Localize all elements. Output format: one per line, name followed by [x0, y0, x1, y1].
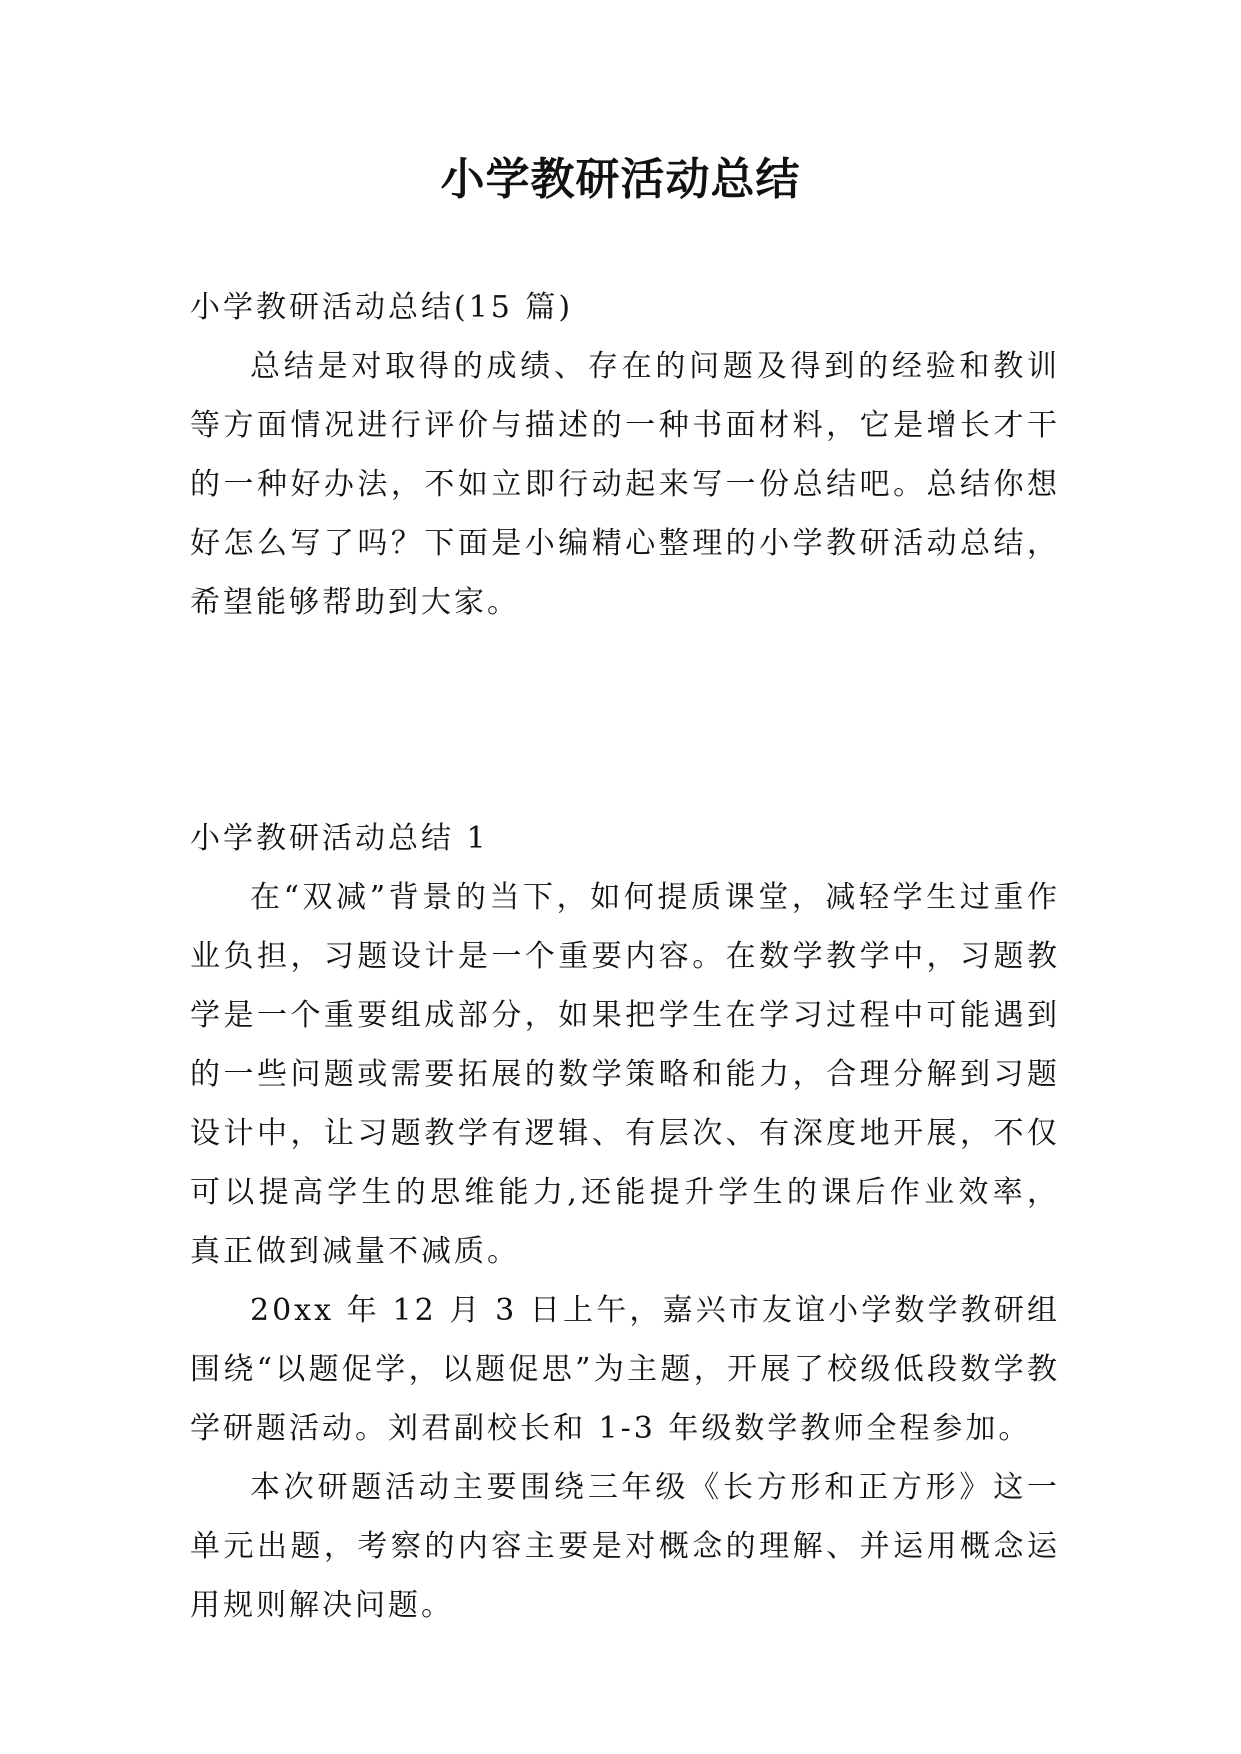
section-1-paragraph-1: 在“双减”背景的当下，如何提质课堂，减轻学生过重作业负担，习题设计是一个重要内容。在数学教学中，习题教学是一个重要组成部分，如果把学生在学习过程中可能遇到的一些问题或需要拓展的数学策略和能力，合理分解到习题设计中，让习题教学有逻辑、有层次、有深度地开展，不仅可以提高学生的思维能力,还能提升学生的课后作业效率，真正做到减量不减质。 — [190, 880, 1060, 1269]
intro-heading: 小学教研活动总结(15 篇) — [190, 290, 574, 325]
document-body — [190, 278, 1060, 1635]
intro-paragraph: 总结是对取得的成绩、存在的问题及得到的经验和教训等方面情况进行评价与描述的一种书面材料，它是增长才干的一种好办法，不如立即行动起来写一份总结吧。总结你想好怎么写了吗？下面是小编精心整理的小学教研活动总结，希望能够帮助到大家。 — [190, 349, 1060, 620]
section-1-paragraph-3: 本次研题活动主要围绕三年级《长方形和正方形》这一单元出题，考察的内容主要是对概念的理解、并运用概念运用规则解决问题。 — [190, 1470, 1060, 1623]
section-1-paragraph-2: 20xx 年 12 月 3 日上午，嘉兴市友谊小学数学教研组围绕“以题促学，以题促思”为主题，开展了校级低段数学教学研题活动。刘君副校长和 1-3 年级数学教师全程参加。 — [190, 1293, 1060, 1446]
section-1-heading: 小学教研活动总结 1 — [190, 821, 489, 856]
document-title: 小学教研活动总结 — [440, 154, 801, 205]
section-gap — [190, 632, 1060, 809]
